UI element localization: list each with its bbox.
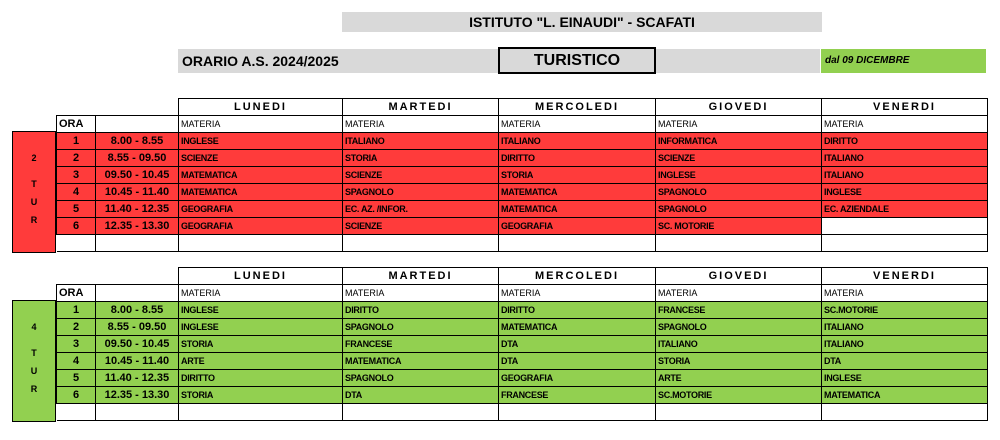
period-time: 10.45 - 11.40	[96, 184, 179, 201]
subject-cell: MATEMATICA	[499, 201, 656, 218]
subject-cell: GEOGRAFIA	[179, 201, 343, 218]
day-header: MARTEDI	[343, 99, 499, 116]
subject-cell: INGLESE	[656, 167, 822, 184]
table-row	[57, 319, 988, 336]
period-number: 5	[57, 370, 96, 387]
subject-cell: GEOGRAFIA	[499, 218, 656, 235]
subject-cell: DTA	[499, 353, 656, 370]
subject-cell: INGLESE	[822, 184, 988, 201]
subject-cell: EC. AZ. /INFOR.	[343, 201, 499, 218]
period-number: 6	[57, 387, 96, 404]
subject-cell: ARTE	[656, 370, 822, 387]
subject-cell: SCIENZE	[179, 150, 343, 167]
period-time: 8.00 - 8.55	[96, 302, 179, 319]
subject-cell: FRANCESE	[656, 302, 822, 319]
day-header: GIOVEDI	[656, 99, 822, 116]
period-time: 11.40 - 12.35	[96, 370, 179, 387]
subject-cell: DIRITTO	[343, 302, 499, 319]
period-time: 10.45 - 11.40	[96, 353, 179, 370]
ora-label: ORA	[57, 116, 96, 133]
table-row	[57, 387, 988, 404]
subject-cell: DIRITTO	[179, 370, 343, 387]
subject-cell: DTA	[822, 353, 988, 370]
subject-cell: ARTE	[179, 353, 343, 370]
empty-row	[57, 404, 988, 421]
table-row	[57, 133, 988, 150]
table-row	[57, 201, 988, 218]
class-letter: R	[30, 384, 38, 394]
subject-cell: ITALIANO	[656, 336, 822, 353]
day-header: VENERDI	[822, 268, 988, 285]
subject-cell: STORIA	[179, 336, 343, 353]
subject-cell: DIRITTO	[822, 133, 988, 150]
subject-cell: INGLESE	[179, 319, 343, 336]
subject-cell: SC. MOTORIE	[656, 218, 822, 235]
table-row	[57, 167, 988, 184]
period-number: 2	[57, 319, 96, 336]
subject-cell: DIRITTO	[499, 150, 656, 167]
subject-cell: STORIA	[179, 387, 343, 404]
subject-cell: ITALIANO	[822, 150, 988, 167]
materia-label: MATERIA	[499, 285, 656, 302]
day-header: MERCOLEDI	[499, 99, 656, 116]
subject-cell: MATEMATICA	[499, 319, 656, 336]
subject-cell: SCIENZE	[656, 150, 822, 167]
time-header	[96, 285, 179, 302]
materia-label: MATERIA	[822, 285, 988, 302]
class-label	[12, 131, 56, 253]
materia-label: MATERIA	[179, 285, 343, 302]
subject-cell: STORIA	[656, 353, 822, 370]
subject-cell: SPAGNOLO	[343, 184, 499, 201]
subject-cell: SPAGNOLO	[656, 319, 822, 336]
day-header: LUNEDI	[179, 99, 343, 116]
school-title: ISTITUTO "L. EINAUDI" - SCAFATI	[342, 12, 822, 32]
materia-label: MATERIA	[343, 285, 499, 302]
subject-cell: INGLESE	[179, 133, 343, 150]
subject-cell: DIRITTO	[499, 302, 656, 319]
period-number: 5	[57, 201, 96, 218]
subject-cell: INGLESE	[179, 302, 343, 319]
materia-label: MATERIA	[656, 285, 822, 302]
schedule-year: ORARIO A.S. 2024/2025	[182, 53, 339, 69]
subject-cell: STORIA	[343, 150, 499, 167]
empty-row	[57, 235, 988, 252]
subject-cell: SCIENZE	[343, 167, 499, 184]
subject-cell: MATEMATICA	[179, 167, 343, 184]
time-header	[96, 116, 179, 133]
subject-cell: ITALIANO	[499, 133, 656, 150]
subject-cell: ITALIANO	[822, 336, 988, 353]
period-time: 8.55 - 09.50	[96, 150, 179, 167]
timetable-1	[56, 98, 988, 252]
period-time: 8.00 - 8.55	[96, 133, 179, 150]
subject-cell: STORIA	[499, 167, 656, 184]
table-row	[57, 218, 988, 235]
table-row	[57, 353, 988, 370]
subject-cell: SCIENZE	[343, 218, 499, 235]
subject-cell: DTA	[343, 387, 499, 404]
subject-cell: INFORMATICA	[656, 133, 822, 150]
period-time: 11.40 - 12.35	[96, 201, 179, 218]
day-header: MERCOLEDI	[499, 268, 656, 285]
period-number: 1	[57, 302, 96, 319]
period-time: 8.55 - 09.50	[96, 319, 179, 336]
subject-cell: MATEMATICA	[499, 184, 656, 201]
period-time: 12.35 - 13.30	[96, 218, 179, 235]
class-label	[12, 300, 56, 422]
subject-cell: SPAGNOLO	[343, 319, 499, 336]
period-number: 3	[57, 336, 96, 353]
period-number: 4	[57, 353, 96, 370]
period-number: 1	[57, 133, 96, 150]
table-row	[57, 184, 988, 201]
class-letter: T	[31, 348, 37, 358]
materia-label: MATERIA	[822, 116, 988, 133]
day-header: GIOVEDI	[656, 268, 822, 285]
subject-cell: INGLESE	[822, 370, 988, 387]
subject-cell: SC.MOTORIE	[656, 387, 822, 404]
subject-cell: SPAGNOLO	[656, 201, 822, 218]
subject-cell: SPAGNOLO	[656, 184, 822, 201]
class-number: 2	[31, 153, 37, 163]
materia-label: MATERIA	[343, 116, 499, 133]
subject-cell: FRANCESE	[499, 387, 656, 404]
table-row	[57, 302, 988, 319]
class-letter: U	[30, 197, 38, 207]
subject-cell: MATEMATICA	[822, 387, 988, 404]
period-time: 09.50 - 10.45	[96, 167, 179, 184]
effective-date: dal 09 DICEMBRE	[821, 49, 986, 73]
period-number: 4	[57, 184, 96, 201]
subject-cell: SC.MOTORIE	[822, 302, 988, 319]
class-number: 4	[31, 322, 37, 332]
table-row	[57, 370, 988, 387]
subject-cell	[822, 218, 988, 235]
materia-label: MATERIA	[499, 116, 656, 133]
materia-label: MATERIA	[179, 116, 343, 133]
subject-cell: MATEMATICA	[179, 184, 343, 201]
subject-cell: ITALIANO	[343, 133, 499, 150]
subject-cell: GEOGRAFIA	[179, 218, 343, 235]
subject-cell: FRANCESE	[343, 336, 499, 353]
day-header: VENERDI	[822, 99, 988, 116]
subject-cell: SPAGNOLO	[343, 370, 499, 387]
day-header: MARTEDI	[343, 268, 499, 285]
subject-cell: GEOGRAFIA	[499, 370, 656, 387]
subject-cell: DTA	[499, 336, 656, 353]
subject-cell: ITALIANO	[822, 319, 988, 336]
subject-cell: MATEMATICA	[343, 353, 499, 370]
period-number: 6	[57, 218, 96, 235]
period-time: 09.50 - 10.45	[96, 336, 179, 353]
table-row	[57, 150, 988, 167]
day-header: LUNEDI	[179, 268, 343, 285]
class-letter: R	[30, 215, 38, 225]
period-number: 2	[57, 150, 96, 167]
class-letter: U	[30, 366, 38, 376]
subject-cell: EC. AZIENDALE	[822, 201, 988, 218]
course-name: TURISTICO	[498, 47, 656, 74]
ora-label: ORA	[57, 285, 96, 302]
class-letter: T	[31, 179, 37, 189]
timetable-2	[56, 267, 988, 421]
period-time: 12.35 - 13.30	[96, 387, 179, 404]
subject-cell: ITALIANO	[822, 167, 988, 184]
table-row	[57, 336, 988, 353]
period-number: 3	[57, 167, 96, 184]
materia-label: MATERIA	[656, 116, 822, 133]
